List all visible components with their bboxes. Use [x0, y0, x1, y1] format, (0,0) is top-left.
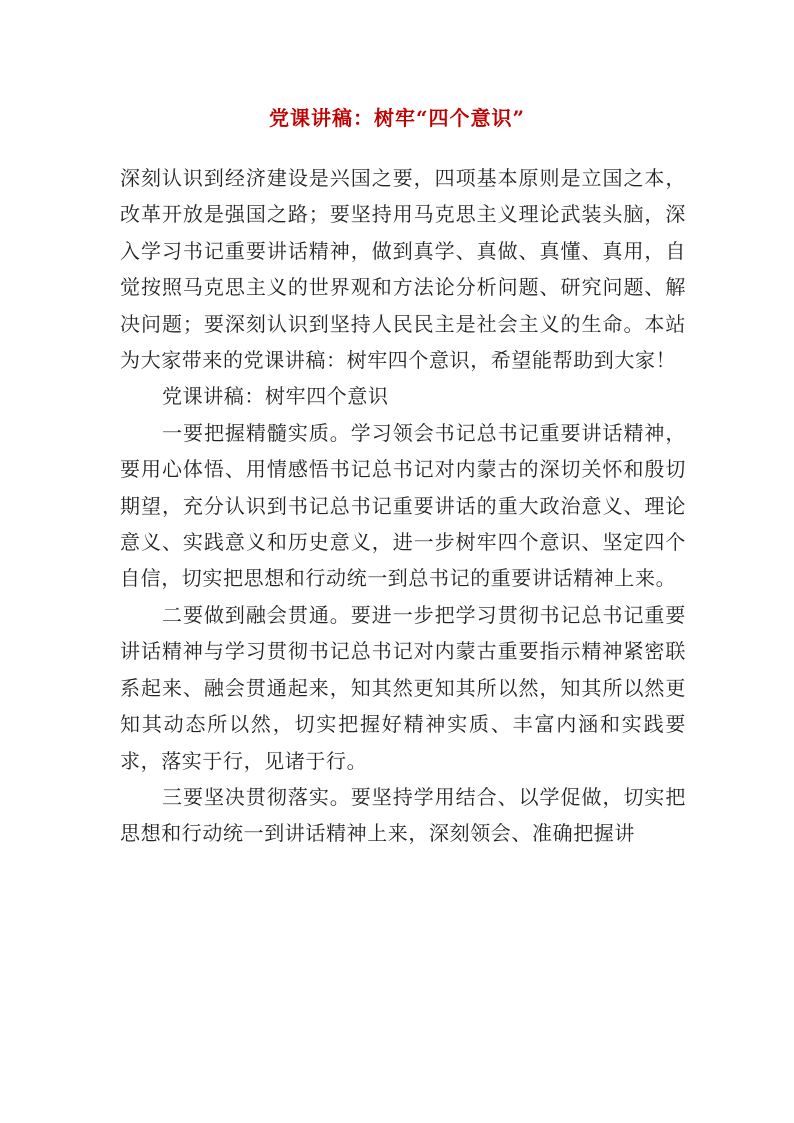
document-body [120, 160, 686, 852]
paragraph-intro: 深刻认识到经济建设是兴国之要，四项基本原则是立国之本，改革开放是强国之路；要坚持用马克思主义理论武装头脑，深入学习书记重要讲话精神，做到真学、真做、真懂、真用，自觉按照马克思主义的世界观和方法论分析问题、研究问题、解决问题；要深刻认识到坚持人民民主是社会主义的生命。本站为大家带来的党课讲稿：树牢四个意识，希望能帮助到大家！ [120, 166, 686, 373]
document-title: 党课讲稿：树牢“四个意识” [268, 106, 525, 130]
paragraph-point-three: 三要坚决贯彻落实。要坚持学用结合、以学促做，切实把思想和行动统一到讲话精神上来，深刻领会、准确把握讲 [120, 784, 686, 846]
paragraph-point-two: 二要做到融会贯通。要进一步把学习贯彻书记总书记重要讲话精神与学习贯彻书记总书记对内蒙古重要指示精神紧密联系起来、融会贯通起来，知其然更知其所以然，知其所以然更知其动态所以然，切实把握好精神实质、丰富内涵和实践要求，落实于行，见诸于行。 [120, 602, 686, 773]
paragraph-subtitle: 党课讲稿：树牢四个意识 [162, 384, 389, 409]
paragraph-point-one: 一要把握精髓实质。学习领会书记总书记重要讲话精神，要用心体悟、用情感悟书记总书记对内蒙古的深切关怀和殷切期望，充分认识到书记总书记重要讲话的重大政治意义、理论意义、实践意义和历史意义，进一步树牢四个意识、坚定四个自信，切实把思想和行动统一到总书记的重要讲话精神上来。 [120, 420, 686, 591]
